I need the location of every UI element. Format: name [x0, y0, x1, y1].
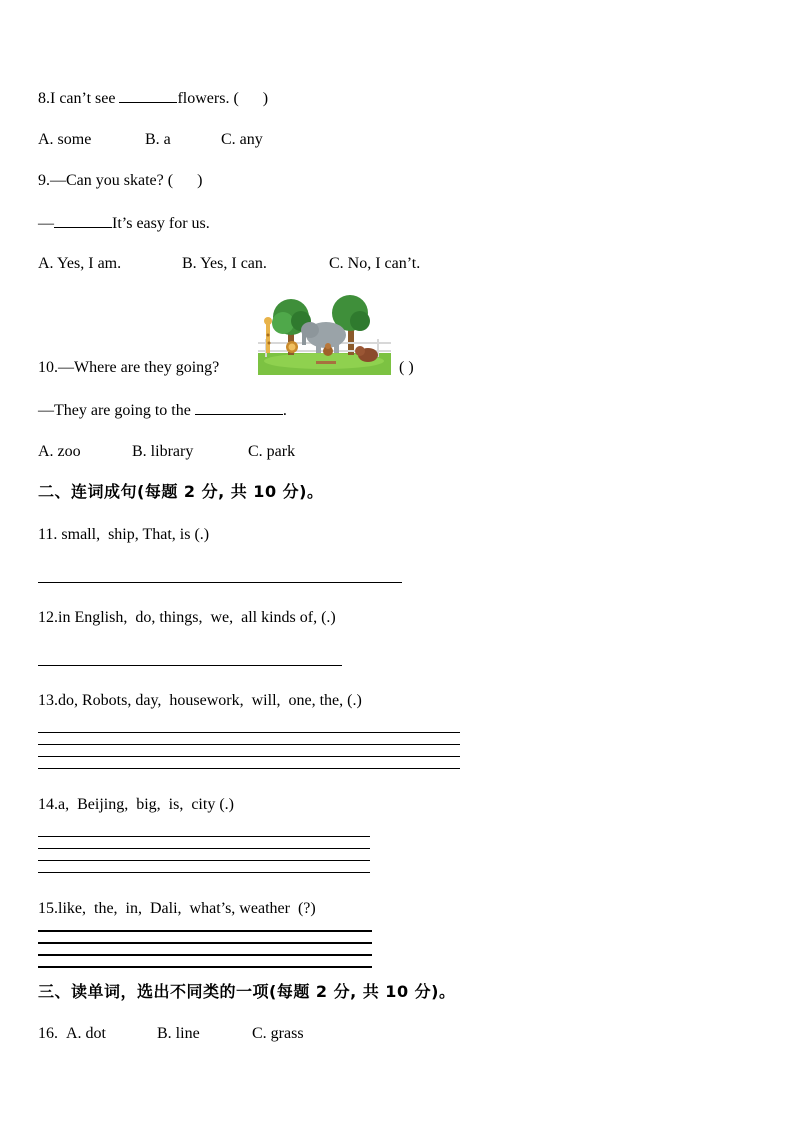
- q15-writing-line-1[interactable]: [38, 930, 372, 932]
- q15-stem: 15.like, the, in, Dali, what’s, weather (?): [38, 900, 316, 917]
- q14-writing-line-1[interactable]: [38, 836, 370, 837]
- q8-option-c[interactable]: C. any: [221, 131, 263, 148]
- q10-reply-after: .: [282, 402, 287, 419]
- q8-option-a[interactable]: A. some: [38, 131, 92, 148]
- q9-option-b[interactable]: B. Yes, I can.: [182, 255, 267, 272]
- q9-reply-prefix: —: [38, 215, 54, 232]
- q8-blank[interactable]: [119, 88, 177, 103]
- q16-option-a[interactable]: A. dot: [66, 1025, 106, 1042]
- q8-stem-before: 8.I can’t see: [38, 90, 120, 107]
- q16-number: 16.: [38, 1025, 58, 1042]
- q10-reply-before: —They are going to the: [38, 402, 195, 419]
- section-3-title: 三、读单词，选出不同类的一项(每题 2 分, 共 10 分)。: [38, 982, 456, 1001]
- q12-answer-line[interactable]: [38, 665, 342, 666]
- q9-option-a[interactable]: A. Yes, I am.: [38, 255, 122, 272]
- q14-stem: 14.a, Beijing, big, is, city (.): [38, 796, 234, 813]
- q11-answer-line[interactable]: [38, 582, 402, 583]
- q9-option-c[interactable]: C. No, I can’t.: [329, 255, 421, 272]
- zoo-animals-image: [258, 295, 391, 375]
- q9-reply: [38, 213, 210, 234]
- q8-option-b[interactable]: B. a: [145, 131, 171, 148]
- q15-writing-line-3[interactable]: [38, 954, 372, 956]
- q13-writing-line-1[interactable]: [38, 732, 460, 733]
- q16-option-c[interactable]: C. grass: [252, 1025, 304, 1042]
- q13-writing-line-4[interactable]: [38, 768, 460, 769]
- q8-stem-after: flowers. ( ): [177, 90, 269, 107]
- q10-blank[interactable]: [195, 400, 283, 415]
- q15-writing-line-4[interactable]: [38, 966, 372, 968]
- q14-writing-line-2[interactable]: [38, 848, 370, 849]
- q13-writing-line-2[interactable]: [38, 744, 460, 745]
- q10-option-a[interactable]: A. zoo: [38, 443, 81, 460]
- q10-option-b[interactable]: B. library: [132, 443, 194, 460]
- q16-option-b[interactable]: B. line: [157, 1025, 200, 1042]
- q10-stem: 10.—Where are they going?: [38, 359, 220, 376]
- q12-stem: 12.in English, do, things, we, all kinds of, (.): [38, 609, 336, 626]
- q9-stem: 9.—Can you skate? ( ): [38, 172, 203, 189]
- q13-writing-line-3[interactable]: [38, 756, 460, 757]
- q14-writing-line-3[interactable]: [38, 860, 370, 861]
- q11-stem: 11. small, ship, That, is (.): [38, 526, 210, 543]
- section-2-title: 二、连词成句(每题 2 分, 共 10 分)。: [38, 482, 324, 501]
- q10-option-c[interactable]: C. park: [248, 443, 296, 460]
- q15-writing-line-2[interactable]: [38, 942, 372, 944]
- q10-bracket[interactable]: ( ): [399, 359, 414, 376]
- q10-reply: [38, 400, 287, 421]
- q14-writing-line-4[interactable]: [38, 872, 370, 873]
- q13-stem: 13.do, Robots, day, housework, will, one, the, (.): [38, 692, 362, 709]
- q8-stem: [38, 88, 268, 109]
- q9-blank[interactable]: [54, 213, 112, 228]
- q9-reply-after: It’s easy for us.: [112, 215, 210, 232]
